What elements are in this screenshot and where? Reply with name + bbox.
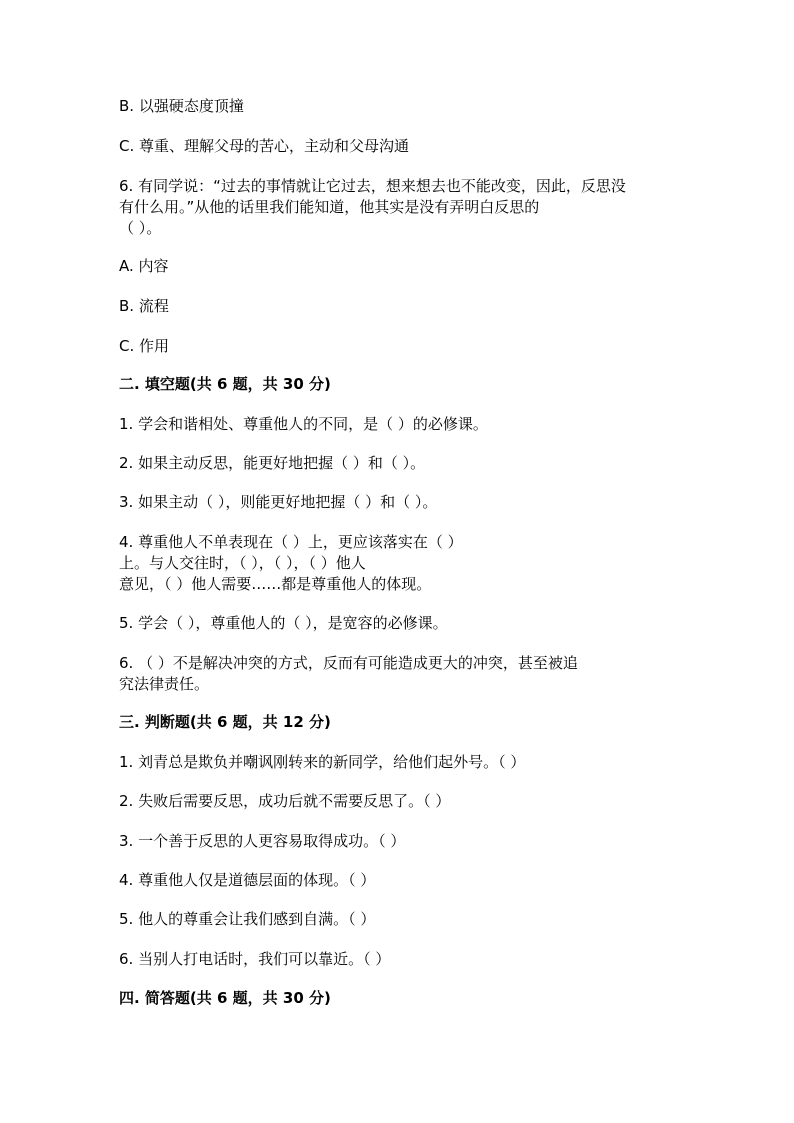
fill-question-5: 5. 学会（ ），尊重他人的（ ），是宽容的必修课。 [119, 614, 448, 632]
section-3-heading: 三. 判断题(共 6 题，共 12 分) [119, 713, 331, 731]
judge-question-2: 2. 失败后需要反思，成功后就不需要反思了。（ ） [119, 792, 451, 810]
judge-question-6: 6. 当别人打电话时，我们可以靠近。（ ） [119, 950, 391, 968]
fill-question-6-line-2: 究法律责任。 [119, 675, 210, 693]
fill-question-1: 1. 学会和谐相处、尊重他人的不同，是（ ）的必修课。 [119, 415, 488, 433]
judge-question-4: 4. 尊重他人仅是道德层面的体现。（ ） [119, 871, 376, 889]
section-4-heading: 四. 简答题(共 6 题，共 30 分) [119, 989, 331, 1007]
judge-question-5: 5. 他人的尊重会让我们感到自满。（ ） [119, 910, 376, 928]
fill-question-4-line-2: 上。与人交往时，（ ），（ ），（ ）他人 [119, 554, 366, 572]
option-b: B. 以强硬态度顶撞 [119, 97, 244, 115]
question-6-line-3: （ ）。 [119, 219, 162, 237]
judge-question-3: 3. 一个善于反思的人更容易取得成功。（ ） [119, 832, 406, 850]
q6-option-c: C. 作用 [119, 337, 170, 355]
question-6-line-1: 6. 有同学说：“过去的事情就让它过去，想来想去也不能改变，因此，反思没 [119, 177, 626, 195]
fill-question-3: 3. 如果主动（ ），则能更好地把握（ ）和（ ）。 [119, 493, 438, 511]
q6-option-b: B. 流程 [119, 297, 169, 315]
fill-question-2: 2. 如果主动反思，能更好地把握（ ）和（ ）。 [119, 454, 426, 472]
q6-option-a: A. 内容 [119, 257, 169, 275]
fill-question-4-line-3: 意见，（ ）他人需要……都是尊重他人的体现。 [119, 575, 432, 593]
section-2-heading: 二. 填空题(共 6 题，共 30 分) [119, 375, 331, 393]
fill-question-6-line-1: 6. （ ）不是解决冲突的方式，反而有可能造成更大的冲突，甚至被追 [119, 654, 578, 672]
judge-question-1: 1. 刘青总是欺负并嘲讽刚转来的新同学，给他们起外号。（ ） [119, 753, 526, 771]
option-c: C. 尊重、理解父母的苦心，主动和父母沟通 [119, 137, 410, 155]
fill-question-4-line-1: 4. 尊重他人不单表现在（ ）上，更应该落实在（ ） [119, 533, 463, 551]
question-6-line-2: 有什么用。”从他的话里我们能知道，他其实是没有弄明白反思的 [119, 198, 540, 216]
